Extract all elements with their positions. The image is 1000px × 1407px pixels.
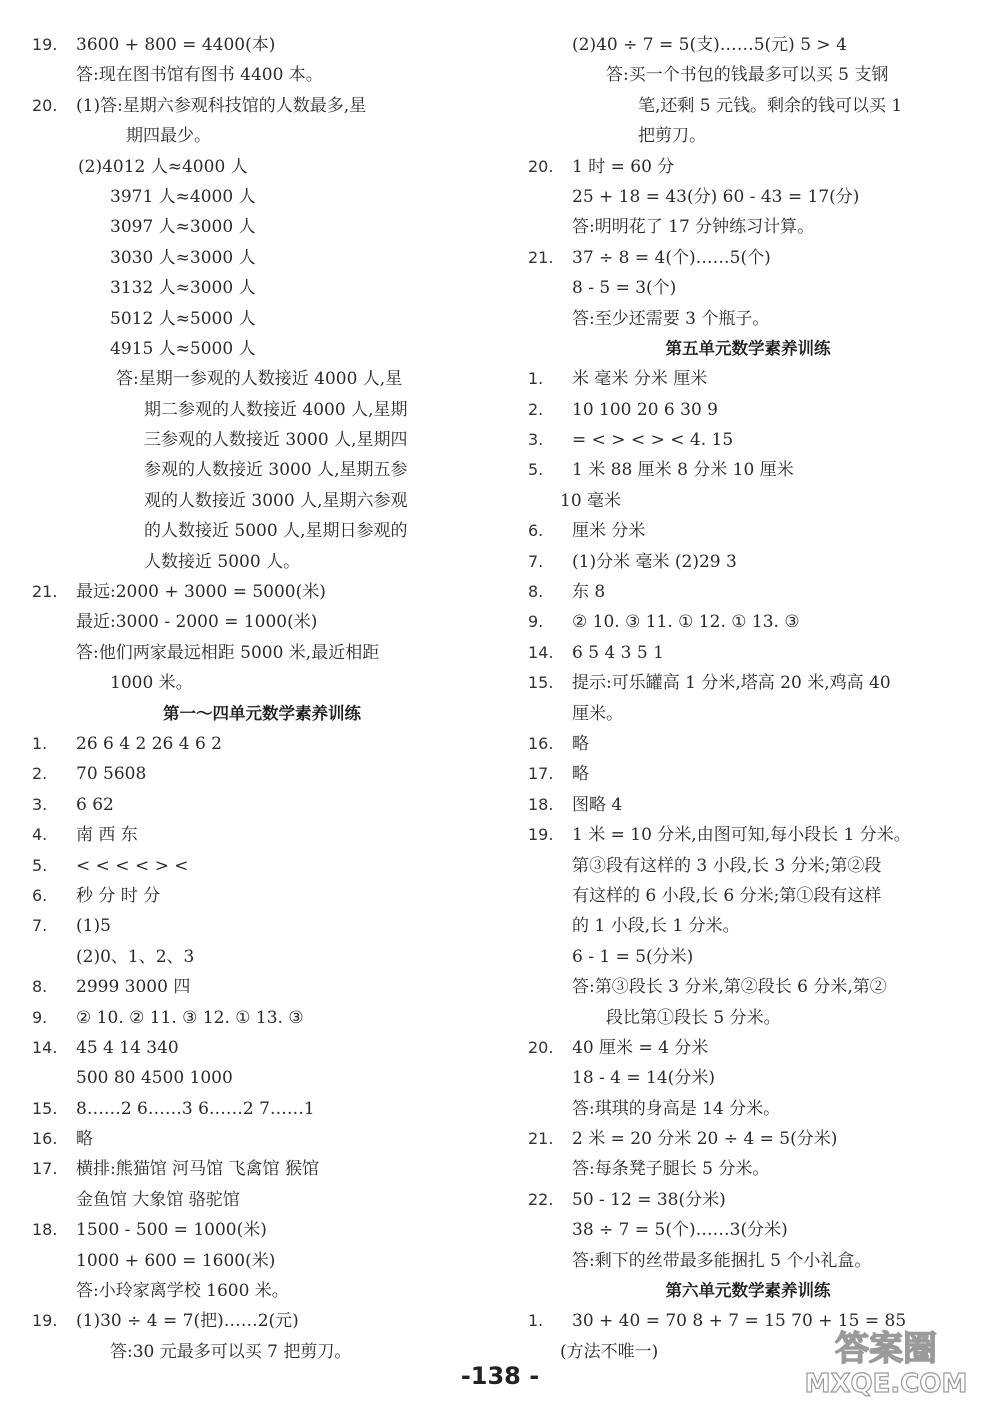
answer-line xyxy=(32,1094,492,1124)
answer-text: (2)40 ÷ 7 = 5(支)……5(元) 5 > 4 xyxy=(572,35,847,55)
question-number: 19. xyxy=(32,1311,58,1331)
answer-text: 答:现在图书馆有图书 4400 本。 xyxy=(76,65,323,86)
question-number: 21. xyxy=(528,1129,554,1149)
answer-text: 三参观的人数接近 3000 人,星期四 xyxy=(144,430,408,451)
answer-text: 40 厘米 = 4 分米 xyxy=(572,1037,709,1058)
question-number: 1. xyxy=(528,369,544,389)
answer-line xyxy=(32,972,492,1002)
answer-line xyxy=(528,1033,968,1063)
answer-line xyxy=(32,790,492,820)
answer-text: 2 米 = 20 分米 20 ÷ 4 = 5(分米) xyxy=(572,1129,838,1150)
answer-line xyxy=(32,1063,492,1093)
answer-text: 45 4 14 340 xyxy=(76,1037,179,1058)
answer-line xyxy=(528,91,968,121)
question-number: 8. xyxy=(528,582,544,602)
answer-line xyxy=(528,607,968,637)
answer-line xyxy=(528,152,968,182)
answer-line xyxy=(528,455,968,485)
answer-text: 10 100 20 6 30 9 xyxy=(572,399,718,420)
answer-line xyxy=(32,668,492,698)
answer-line xyxy=(32,486,492,516)
answer-line xyxy=(528,942,968,972)
answer-line xyxy=(32,273,492,303)
answer-line xyxy=(528,516,968,546)
answer-text: < < < < > < xyxy=(76,855,189,876)
answer-line xyxy=(528,911,968,941)
answer-text: 期四最少。 xyxy=(126,126,211,147)
answer-text: 答:小玲家离学校 1600 米。 xyxy=(76,1281,289,1302)
answer-text: 的 1 小段,长 1 分米。 xyxy=(572,916,740,937)
question-number: 9. xyxy=(528,612,544,632)
section-heading: 第一～四单元数学素养训练 xyxy=(163,703,361,723)
answer-text: 5012 人≈5000 人 xyxy=(110,308,256,329)
question-number: 17. xyxy=(528,764,554,784)
answer-text: 1 时 = 60 分 xyxy=(572,156,675,177)
answer-text: 第③段有这样的 3 小段,长 3 分米;第②段 xyxy=(572,855,882,876)
answer-text: 提示:可乐罐高 1 分米,塔高 20 米,鸡高 40 xyxy=(572,673,891,694)
question-number: 7. xyxy=(528,551,544,571)
answer-line xyxy=(528,547,968,577)
answer-text: 秒 分 时 分 xyxy=(76,885,161,906)
answer-line xyxy=(32,516,492,546)
answer-text: 答:明明花了 17 分钟练习计算。 xyxy=(572,217,815,238)
answer-text: 答:至少还需要 3 个瓶子。 xyxy=(572,308,770,329)
answer-text: 70 5608 xyxy=(76,764,147,785)
answer-line xyxy=(32,121,492,151)
answer-text: 3030 人≈3000 人 xyxy=(110,247,256,268)
question-number: 22. xyxy=(528,1189,554,1209)
answer-line xyxy=(528,1185,968,1215)
answer-text: 期二参观的人数接近 4000 人,星期 xyxy=(144,399,408,420)
answer-text: 38 ÷ 7 = 5(个)……3(分米) xyxy=(572,1220,788,1241)
answer-text: 6 5 4 3 5 1 xyxy=(572,642,664,663)
question-number: 15. xyxy=(32,1098,58,1118)
question-number: 14. xyxy=(528,642,554,662)
answer-line xyxy=(32,851,492,881)
answer-line xyxy=(32,607,492,637)
answer-line xyxy=(32,1154,492,1184)
answer-text: 略 xyxy=(572,764,589,785)
question-number: 20. xyxy=(528,156,554,176)
question-number: 14. xyxy=(32,1037,58,1057)
answer-text: 米 毫米 分米 厘米 xyxy=(572,369,708,390)
answer-text: (1)5 xyxy=(76,916,111,937)
answer-line xyxy=(528,729,968,759)
answer-text: 10 毫米 xyxy=(560,490,622,511)
answer-text: 笔,还剩 5 元钱。剩余的钱可以买 1 xyxy=(638,95,903,116)
answer-line xyxy=(32,1185,492,1215)
answer-text: 37 ÷ 8 = 4(个)……5(个) xyxy=(572,247,771,268)
question-number: 8. xyxy=(32,977,48,997)
question-number: 5. xyxy=(528,460,544,480)
answer-line xyxy=(528,60,968,90)
answer-line xyxy=(32,1306,492,1336)
answer-text: 1000 + 600 = 1600(米) xyxy=(76,1250,276,1271)
answer-text: 参观的人数接近 3000 人,星期五参 xyxy=(144,460,408,481)
answer-line xyxy=(32,638,492,668)
answer-line xyxy=(528,1063,968,1093)
question-number: 19. xyxy=(528,825,554,845)
answer-line xyxy=(32,911,492,941)
question-number: 20. xyxy=(32,95,58,115)
answer-text: (1)答:星期六参观科技馆的人数最多,星 xyxy=(76,95,367,116)
answer-text: 答:星期一参观的人数接近 4000 人,星 xyxy=(116,369,403,390)
page-number: -138 - xyxy=(460,1362,540,1390)
answer-text: 3971 人≈4000 人 xyxy=(110,186,256,207)
answer-text: 人数接近 5000 人。 xyxy=(144,551,301,572)
answer-line xyxy=(32,152,492,182)
answer-line xyxy=(32,547,492,577)
answer-line xyxy=(528,182,968,212)
answer-line xyxy=(528,395,968,425)
answer-text: 把剪刀。 xyxy=(638,126,706,147)
question-number: 16. xyxy=(32,1129,58,1149)
answer-text: 最近:3000 - 2000 = 1000(米) xyxy=(76,612,318,633)
question-number: 2. xyxy=(32,764,48,784)
question-number: 9. xyxy=(32,1007,48,1027)
answer-text: 东 8 xyxy=(572,582,606,603)
answer-text: 横排:熊猫馆 河马馆 飞禽馆 猴馆 xyxy=(76,1159,319,1180)
answer-text: 6 - 1 = 5(分米) xyxy=(572,946,694,967)
answer-text: (1)30 ÷ 4 = 7(把)……2(元) xyxy=(76,1311,299,1332)
answer-text: = < > < > < 4. 15 xyxy=(572,430,734,451)
answer-line xyxy=(528,1215,968,1245)
answer-text: 18 - 4 = 14(分米) xyxy=(572,1068,715,1089)
answer-text: 8 - 5 = 3(个) xyxy=(572,278,677,299)
answer-line xyxy=(32,243,492,273)
answer-text: (1)分米 毫米 (2)29 3 xyxy=(572,551,737,572)
answer-line xyxy=(32,364,492,394)
answer-line xyxy=(32,1003,492,1033)
answer-line xyxy=(32,1033,492,1063)
answer-text: 答:第③段长 3 分米,第②段长 6 分米,第② xyxy=(572,977,887,998)
answer-line xyxy=(32,820,492,850)
answer-text: 答:他们两家最远相距 5000 米,最近相距 xyxy=(76,642,380,663)
answer-text: 3600 + 800 = 4400(本) xyxy=(76,35,276,55)
answer-text: 500 80 4500 1000 xyxy=(76,1068,233,1089)
question-number: 19. xyxy=(32,35,58,54)
answer-line xyxy=(32,304,492,334)
answer-text: 8……2 6……3 6……2 7……1 xyxy=(76,1098,315,1119)
answer-line xyxy=(528,972,968,1002)
answer-text: 25 + 18 = 43(分) 60 - 43 = 17(分) xyxy=(572,186,860,207)
answer-line xyxy=(32,60,492,90)
section-heading: 第五单元数学素养训练 xyxy=(665,338,831,358)
answer-text: 26 6 4 2 26 4 6 2 xyxy=(76,733,222,754)
answer-text: 6 62 xyxy=(76,794,114,815)
answer-line xyxy=(528,364,968,394)
answer-line xyxy=(528,1306,968,1336)
question-number: 6. xyxy=(32,885,48,905)
answer-line xyxy=(528,273,968,303)
answer-line xyxy=(528,759,968,789)
answer-text: 答:30 元最多可以买 7 把剪刀。 xyxy=(110,1341,352,1362)
answer-line xyxy=(528,668,968,698)
answer-line xyxy=(528,1003,968,1033)
answer-line xyxy=(32,395,492,425)
answer-line xyxy=(528,881,968,911)
answer-text: 答:琪琪的身高是 14 分米。 xyxy=(572,1098,781,1119)
answer-line xyxy=(32,30,492,60)
answer-text: 南 西 东 xyxy=(76,825,138,846)
watermark-top-text: 答案圈 xyxy=(835,1329,937,1369)
answer-line xyxy=(528,212,968,242)
answer-text: 4915 人≈5000 人 xyxy=(110,338,256,359)
question-number: 20. xyxy=(528,1037,554,1057)
question-number: 1. xyxy=(32,733,48,753)
answer-line xyxy=(528,820,968,850)
answer-line xyxy=(32,942,492,972)
answer-line xyxy=(32,212,492,242)
answer-text: 略 xyxy=(76,1129,93,1150)
answer-line xyxy=(528,699,968,729)
answer-text: ② 10. ③ 11. ① 12. ① 13. ③ xyxy=(572,612,800,633)
question-number: 16. xyxy=(528,733,554,753)
answer-line xyxy=(32,1124,492,1154)
answer-text: 50 - 12 = 38(分米) xyxy=(572,1189,726,1210)
answer-line xyxy=(528,577,968,607)
question-number: 7. xyxy=(32,916,48,936)
question-number: 3. xyxy=(528,430,544,450)
answer-text: 厘米。 xyxy=(572,703,623,724)
answer-text: 最远:2000 + 3000 = 5000(米) xyxy=(76,582,326,603)
answer-text: 金鱼馆 大象馆 骆驼馆 xyxy=(76,1189,240,1210)
section-heading: 第六单元数学素养训练 xyxy=(665,1281,831,1301)
answer-line xyxy=(32,91,492,121)
answer-text: 3132 人≈3000 人 xyxy=(110,278,256,299)
question-number: 15. xyxy=(528,673,554,693)
answer-text: 略 xyxy=(572,733,589,754)
question-number: 21. xyxy=(528,247,554,267)
answer-line xyxy=(528,790,968,820)
question-number: 3. xyxy=(32,794,48,814)
answer-text: ② 10. ② 11. ③ 12. ① 13. ③ xyxy=(76,1007,304,1028)
answer-text: (方法不唯一) xyxy=(560,1341,659,1362)
answer-text: 1500 - 500 = 1000(米) xyxy=(76,1220,267,1241)
answer-line xyxy=(528,1094,968,1124)
answer-text: 观的人数接近 3000 人,星期六参观 xyxy=(144,490,408,511)
answer-line xyxy=(32,881,492,911)
answer-text: 的人数接近 5000 人,星期日参观的 xyxy=(144,521,408,542)
answer-line xyxy=(32,1215,492,1245)
answer-line xyxy=(528,1124,968,1154)
answer-text: 3097 人≈3000 人 xyxy=(110,217,256,238)
answer-line xyxy=(32,182,492,212)
watermark-bottom-text: MXQE.COM xyxy=(804,1369,968,1399)
answer-line xyxy=(528,30,968,60)
question-number: 18. xyxy=(32,1220,58,1240)
answer-text: (2)0、1、2、3 xyxy=(76,946,195,967)
answer-text: 1000 米。 xyxy=(110,673,193,694)
answer-text: 答:每条凳子腿长 5 分米。 xyxy=(572,1159,770,1180)
question-number: 17. xyxy=(32,1159,58,1179)
question-number: 1. xyxy=(528,1311,544,1331)
answer-text: 图略 4 xyxy=(572,794,623,815)
question-number: 2. xyxy=(528,399,544,419)
question-number: 18. xyxy=(528,794,554,814)
answer-line xyxy=(32,577,492,607)
answer-text: 段比第①段长 5 分米。 xyxy=(606,1007,781,1028)
answer-text: 答:剩下的丝带最多能捆扎 5 个小礼盒。 xyxy=(572,1250,872,1271)
answer-text: (2)4012 人≈4000 人 xyxy=(78,156,248,177)
answer-line xyxy=(32,1246,492,1276)
question-number: 4. xyxy=(32,825,48,845)
answer-line xyxy=(528,1246,968,1276)
answer-text: 厘米 分米 xyxy=(572,521,646,542)
answer-line xyxy=(32,1276,492,1306)
answer-line xyxy=(528,638,968,668)
answer-text: 1 米 = 10 分米,由图可知,每小段长 1 分米。 xyxy=(572,825,911,846)
answer-text: 1 米 88 厘米 8 分米 10 厘米 xyxy=(572,460,794,481)
answer-line xyxy=(32,334,492,364)
answer-line xyxy=(528,243,968,273)
answer-text: 有这样的 6 小段,长 6 分米;第①段有这样 xyxy=(572,885,882,906)
answer-text: 2999 3000 四 xyxy=(76,977,191,998)
answer-text: 30 + 40 = 70 8 + 7 = 15 70 + 15 = 85 xyxy=(572,1311,907,1332)
answer-line xyxy=(528,121,968,151)
answer-line xyxy=(528,486,968,516)
right-answer-column xyxy=(528,30,968,1367)
answer-line xyxy=(528,851,968,881)
answer-line xyxy=(32,759,492,789)
answer-line xyxy=(32,729,492,759)
question-number: 5. xyxy=(32,855,48,875)
answer-line xyxy=(528,304,968,334)
answer-line xyxy=(32,455,492,485)
left-answer-column xyxy=(32,30,492,1367)
answer-line xyxy=(528,425,968,455)
answer-line xyxy=(528,1154,968,1184)
question-number: 21. xyxy=(32,582,58,602)
answer-line xyxy=(32,425,492,455)
answer-text: 答:买一个书包的钱最多可以买 5 支钢 xyxy=(606,65,889,86)
question-number: 6. xyxy=(528,521,544,541)
